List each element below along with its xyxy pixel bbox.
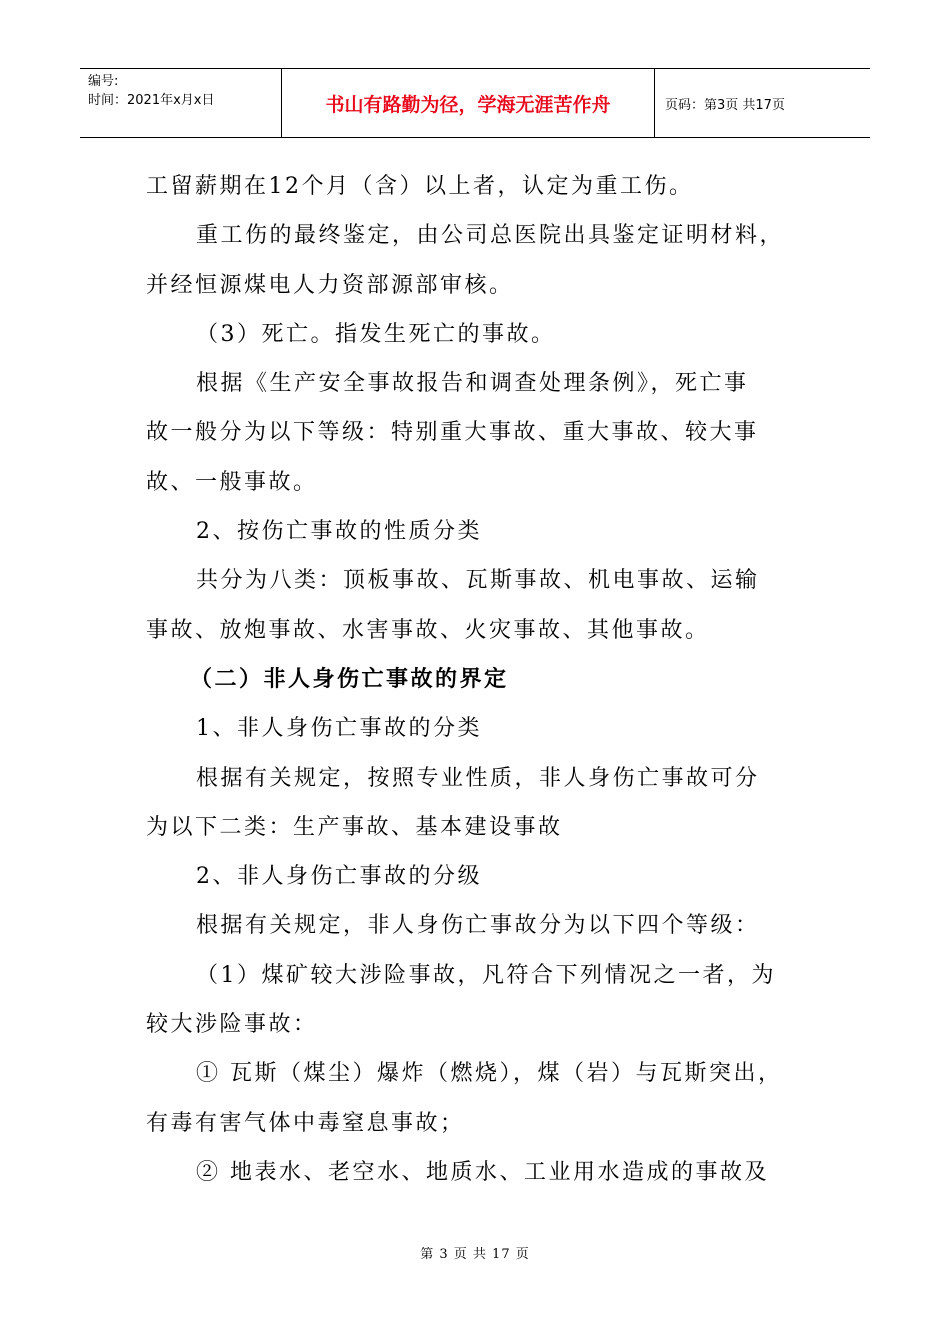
paragraph-line: 故、一般事故。 <box>146 469 318 495</box>
paragraph-line: 工留薪期在12个月（含）以上者，认定为重工伤。 <box>146 174 694 199</box>
paragraph-line: 2、按伤亡事故的性质分类 <box>196 519 482 545</box>
paragraph-line: 2、非人身伤亡事故的分级 <box>196 864 482 890</box>
header-meta <box>80 69 282 137</box>
header-page-info: 页码：第3页 共17页 <box>665 97 785 113</box>
paragraph-line: ② 地表水、老空水、地质水、工业用水造成的事故及 <box>196 1159 769 1185</box>
number-label: 编号: <box>88 74 119 89</box>
paragraph-line: 根据《生产安全事故报告和调查处理条例》，死亡事 <box>196 371 749 397</box>
page-header <box>80 68 870 138</box>
section-heading: （二）非人身伤亡事故的界定 <box>190 666 509 692</box>
paragraph-line: ① 瓦斯（煤尘）爆炸（燃烧），煤（岩）与瓦斯突出， <box>196 1061 783 1087</box>
paragraph-line: 并经恒源煤电人力资部源部审核。 <box>146 272 514 298</box>
paragraph-line: 1、非人身伤亡事故的分类 <box>196 716 482 742</box>
paragraph-line: 较大涉险事故： <box>146 1012 318 1038</box>
paragraph-line: 有毒有害气体中毒窒息事故； <box>146 1110 465 1136</box>
paragraph-line: 根据有关规定，按照专业性质，非人身伤亡事故可分 <box>196 765 760 791</box>
paragraph-line: 为以下二类：生产事故、基本建设事故 <box>146 814 563 840</box>
paragraph-line: （1）煤矿较大涉险事故，凡符合下列情况之一者，为 <box>196 962 776 988</box>
document-body <box>146 162 814 1197</box>
paragraph-line: 根据有关规定，非人身伤亡事故分为以下四个等级： <box>196 913 760 939</box>
paragraph-line: （3）死亡。指发生死亡的事故。 <box>196 321 556 347</box>
paragraph-line: 重工伤的最终鉴定，由公司总医院出具鉴定证明材料， <box>196 223 785 249</box>
header-motto: 书山有路勤为径，学海无涯苦作舟 <box>282 69 655 137</box>
paragraph-line: 共分为八类：顶板事故、瓦斯事故、机电事故、运输 <box>196 568 760 594</box>
time-label: 时间：2021年x月x日 <box>88 93 215 108</box>
paragraph-line: 故一般分为以下等级：特别重大事故、重大事故、较大事 <box>146 420 759 446</box>
page-footer: 第 3 页 共 17 页 <box>420 1247 530 1262</box>
paragraph-line: 事故、放炮事故、水害事故、火灾事故、其他事故。 <box>146 617 710 643</box>
